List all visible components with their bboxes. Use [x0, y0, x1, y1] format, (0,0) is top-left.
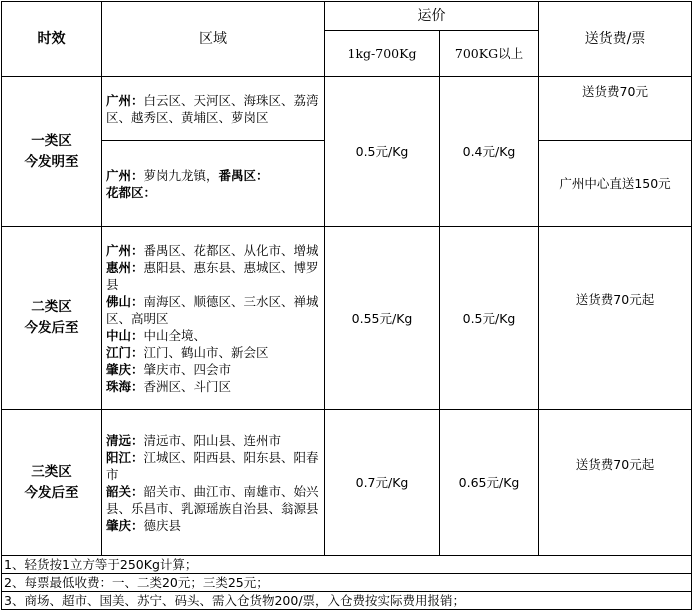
zone2-area-text: 南海区、顺德区、三水区、禅城区、高明区	[106, 293, 319, 326]
zone1-delivery-a: 送货费70元	[539, 77, 692, 141]
zone3-area-text: 韶关市、曲江市、南雄市、始兴县、乐昌市、乳源瑶族自治县、翁源县	[106, 483, 319, 516]
header-price: 运价	[325, 2, 539, 31]
zone2-delivery: 送货费70元起	[539, 227, 692, 410]
zone1-area-a-label: 广州：	[106, 92, 144, 108]
zone2-areas	[102, 227, 325, 410]
zone2-area-row	[106, 361, 320, 378]
zone2-area-row	[106, 327, 320, 344]
zone2-area-label: 惠州：	[106, 259, 144, 275]
zone3-area-text: 江城区、阳西县、阳东县、阳春市	[106, 449, 319, 482]
zone3-area-text: 德庆县	[143, 517, 182, 533]
zone2-area-label: 佛山：	[106, 293, 144, 309]
zone2-area-label: 江门：	[106, 344, 144, 360]
note-1: 1、轻货按1立方等于250Kg计算；	[2, 556, 692, 574]
zone3-area-row	[106, 517, 320, 534]
zone3-areas	[102, 410, 325, 556]
zone3-area-row	[106, 449, 320, 483]
zone1-area-b-label3: 花都区：	[106, 184, 157, 200]
zone2-area-row	[106, 378, 320, 395]
zone2-area-label: 中山：	[106, 327, 144, 343]
zone3-name-line2: 今发后至	[24, 484, 79, 501]
zone3-area-label: 清远：	[106, 432, 144, 448]
zone2-area-label: 珠海：	[106, 378, 144, 394]
zone2-area-text: 中山全境、	[143, 327, 207, 343]
rate-table	[1, 1, 692, 610]
zone1-delivery-b: 广州中心直送150元	[539, 141, 692, 227]
zone3-delivery: 送货费70元起	[539, 410, 692, 556]
zone2-name-line2: 今发后至	[24, 320, 79, 336]
zone2-area-text: 番禺区、花都区、从化市、增城	[143, 242, 319, 258]
zone1-name-line1: 一类区	[31, 132, 72, 149]
zone3-name-line1: 三类区	[31, 463, 72, 480]
zone1-area-b-text: 萝岗九龙镇，	[143, 167, 219, 183]
zone2-area-text: 惠阳县、惠东县、惠城区、博罗县	[106, 259, 319, 292]
header-weight-2: 700KG以上	[440, 31, 539, 77]
header-time: 时效	[2, 2, 102, 77]
zone1-area-b	[102, 141, 325, 227]
zone2-area-text: 江门、鹤山市、新会区	[143, 344, 269, 360]
zone2-price-2: 0.5元/Kg	[440, 227, 539, 410]
zone1-price-1: 0.5元/Kg	[325, 77, 440, 227]
header-area: 区域	[102, 2, 325, 77]
zone1-name-line2: 今发明至	[24, 153, 79, 170]
zone2-area-text: 香洲区、斗门区	[143, 378, 232, 394]
zone2-area-row	[106, 259, 320, 293]
zone2-area-row	[106, 293, 320, 327]
zone2-price-1: 0.55元/Kg	[325, 227, 440, 410]
zone3-area-row	[106, 483, 320, 517]
zone3-area-label: 韶关：	[106, 483, 144, 499]
zone1-price-2: 0.4元/Kg	[440, 77, 539, 227]
zone2-area-row	[106, 242, 320, 259]
zone3-price-2: 0.65元/Kg	[440, 410, 539, 556]
zone3-area-text: 清远市、阳山县、连州市	[143, 432, 282, 448]
zone3-area-label: 肇庆：	[106, 517, 144, 533]
zone3-price-1: 0.7元/Kg	[325, 410, 440, 556]
zone1-area-a-text: 白云区、天河区、海珠区、荔湾区、越秀区、黄埔区、萝岗区	[106, 92, 319, 125]
note-3: 3、商场、超市、国美、苏宁、码头、需入仓货物200/票，入仓费按实际费用报销；	[2, 592, 692, 610]
header-delivery: 送货费/票	[539, 2, 692, 77]
zone2-area-text: 肇庆市、四会市	[143, 361, 232, 377]
note-2: 2、每票最低收费：一、二类20元；三类25元；	[2, 574, 692, 592]
zone2-name-line1: 二类区	[31, 299, 72, 315]
zone1-area-b-label: 广州：	[106, 167, 144, 183]
zone2-area-row	[106, 344, 320, 361]
zone1-area-b-label2: 番禺区：	[218, 167, 269, 183]
zone2-area-label: 肇庆：	[106, 361, 144, 377]
zone2-area-label: 广州：	[106, 242, 144, 258]
zone3-area-row	[106, 432, 320, 449]
zone1-area-a	[102, 77, 325, 141]
header-weight-1: 1kg-700Kg	[325, 31, 440, 77]
zone3-area-label: 阳江：	[106, 449, 144, 465]
zone3-name	[2, 410, 102, 556]
zone2-name	[2, 227, 102, 410]
zone1-name	[2, 77, 102, 227]
